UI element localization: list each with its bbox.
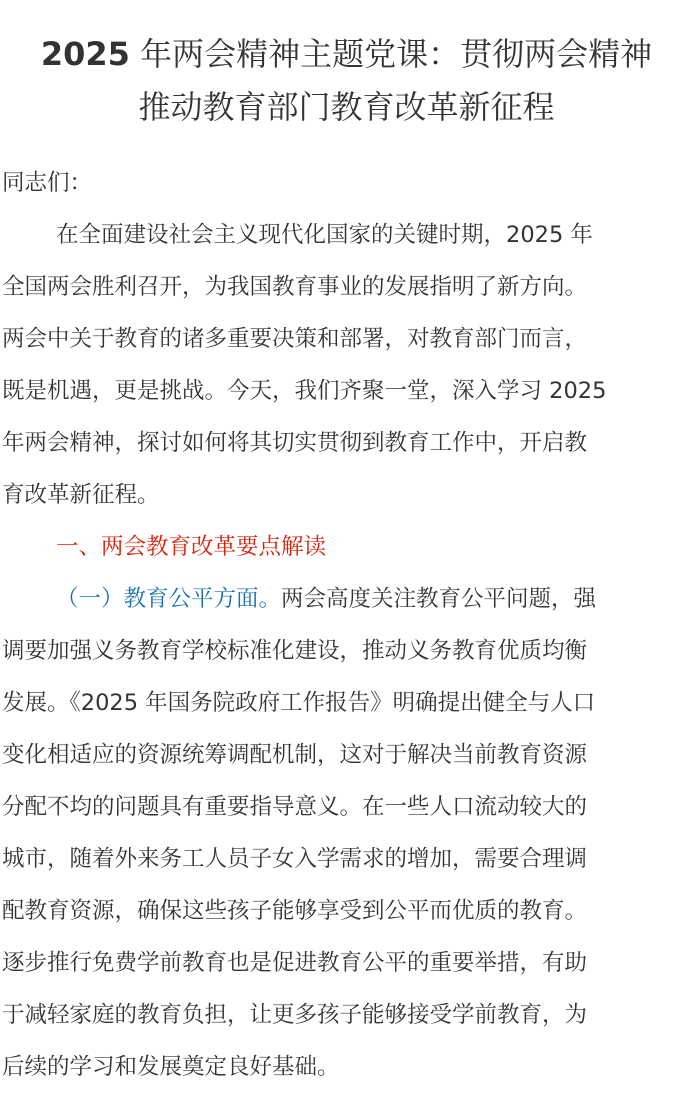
intro-line: 既是机遇，更是挑战。今天，我们齐聚一堂，深入学习 2025 [2, 378, 607, 404]
subsection-line: 逐步推行免费学前教育也是促进教育公平的重要举措，有助 [2, 950, 588, 976]
subsection-line: 分配不均的问题具有重要指导意义。在一些人口流动较大的 [2, 794, 588, 820]
subsection-line: 发展。《2025 年国务院政府工作报告》明确提出健全与人口 [2, 690, 596, 716]
title-line-1-text: 年两会精神主题党课：贯彻两会精神 [129, 35, 653, 73]
document-title [0, 28, 693, 134]
intro-line: 在全面建设社会主义现代化国家的关键时期，2025 年 [56, 222, 593, 248]
title-line-2: 推动教育部门教育改革新征程 [138, 88, 555, 126]
subsection-heading: （一）教育公平方面。 [56, 586, 282, 612]
subsection-line: 变化相适应的资源统筹调配机制，这对于解决当前教育资源 [2, 742, 588, 768]
intro-line: 两会中关于教育的诸多重要决策和部署，对教育部门而言， [2, 326, 588, 352]
intro-line: 全国两会胜利召开，为我国教育事业的发展指明了新方向。 [2, 274, 588, 300]
intro-line: 育改革新征程。 [2, 482, 160, 508]
title-year: 2025 [40, 35, 130, 73]
subsection-line: 城市，随着外来务工人员子女入学需求的增加，需要合理调 [2, 846, 588, 872]
subsection-first-line [2, 573, 693, 625]
subsection-line: 后续的学习和发展奠定良好基础。 [2, 1054, 340, 1080]
salutation: 同志们： [2, 170, 93, 196]
subsection-line: 于减轻家庭的教育负担，让更多孩子能够接受学前教育，为 [2, 1002, 588, 1028]
subsection-line: 调要加强义务教育学校标准化建设，推动义务教育优质均衡 [2, 638, 588, 664]
intro-line: 年两会精神，探讨如何将其切实贯彻到教育工作中，开启教 [2, 430, 588, 456]
title-line-1 [0, 28, 693, 81]
subsection-line: 配教育资源，确保这些孩子能够享受到公平而优质的教育。 [2, 898, 588, 924]
document-body [2, 157, 693, 1093]
section-heading: 一、两会教育改革要点解读 [56, 534, 327, 560]
subsection-first-line-text: 两会高度关注教育公平问题，强 [281, 586, 597, 612]
